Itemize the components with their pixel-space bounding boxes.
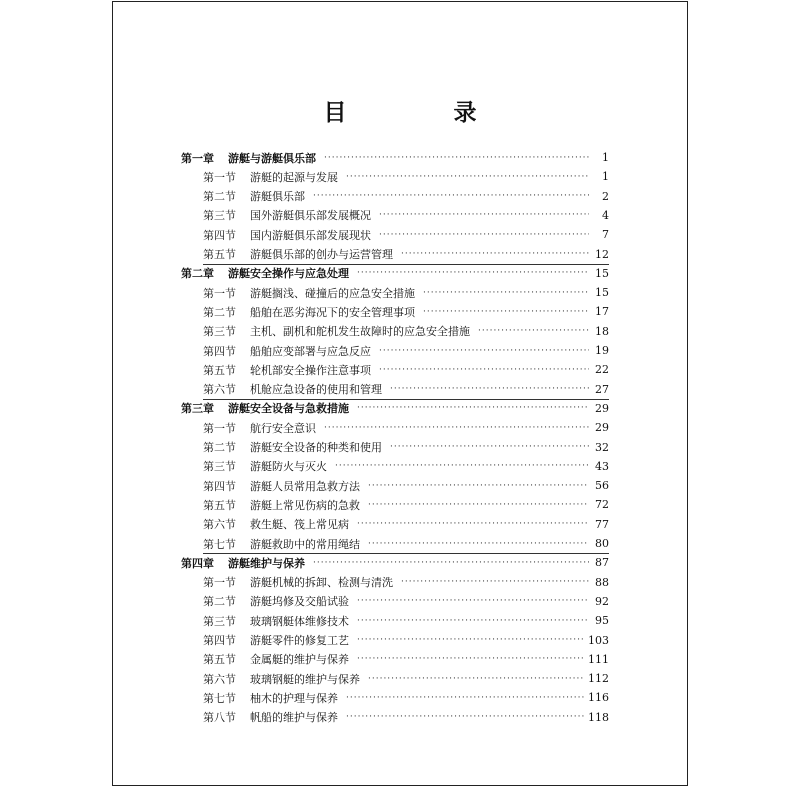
toc-section-row <box>203 688 609 707</box>
toc-entry-title: 船舶应变部署与应急反应 <box>250 344 371 358</box>
toc-entry-label: 第一节 <box>203 421 236 435</box>
toc-entry-title: 游艇的起源与发展 <box>250 170 338 184</box>
toc-entry-label: 第五节 <box>203 653 236 667</box>
toc-page-number: 22 <box>595 363 609 377</box>
toc-page-number: 56 <box>595 479 609 493</box>
toc-section-row <box>203 206 609 225</box>
toc-page-number: 15 <box>595 286 609 300</box>
toc-leader-dots <box>357 654 584 664</box>
toc-section-row <box>203 611 609 630</box>
toc-page-number: 112 <box>588 672 609 686</box>
toc-page-number: 29 <box>595 401 609 415</box>
toc-entry-title: 游艇上常见伤病的急救 <box>250 498 360 512</box>
toc-section-row <box>203 380 609 400</box>
toc-entry-title: 救生艇、筏上常见病 <box>250 518 349 532</box>
toc-leader-dots <box>368 539 589 549</box>
toc-leader-dots <box>357 616 589 626</box>
toc-entry-title: 游艇零件的修复工艺 <box>250 634 349 647</box>
toc-section-row <box>203 438 609 457</box>
toc-section-row <box>203 322 609 341</box>
toc-page-number: 17 <box>595 305 609 319</box>
toc-page-number: 118 <box>588 710 609 724</box>
toc-entry-title: 游艇搁浅、碰撞后的应急安全措施 <box>250 286 415 300</box>
toc-entry-title: 游艇机械的拆卸、检测与清洗 <box>250 576 393 590</box>
toc-page-number: 116 <box>588 691 609 705</box>
toc-entry-label: 第二节 <box>203 441 236 454</box>
toc-section-row <box>203 534 609 554</box>
toc-entry-label: 第一章 <box>181 151 214 165</box>
toc-section-row <box>203 341 609 360</box>
toc-entry-label: 第六节 <box>203 383 236 397</box>
toc-leader-dots <box>357 403 589 413</box>
toc-section-row <box>203 302 609 321</box>
toc-page-number: 1 <box>602 170 609 184</box>
toc-entry-title: 游艇安全设备的种类和使用 <box>250 441 382 454</box>
toc-page-number: 43 <box>595 459 609 473</box>
toc-leader-dots <box>379 230 589 240</box>
toc-entry-title: 游艇维护与保养 <box>228 556 305 570</box>
toc-section-row <box>203 457 609 476</box>
toc-leader-dots <box>478 326 589 336</box>
toc-page-number: 19 <box>595 344 609 357</box>
toc-section-row <box>203 418 609 437</box>
toc-entry-label: 第三节 <box>203 209 236 223</box>
toc-page-number: 77 <box>595 517 609 531</box>
toc-page-number: 95 <box>595 614 609 628</box>
toc-entry-title: 柚木的护理与保养 <box>250 691 338 705</box>
toc-entry-label: 第二章 <box>181 267 214 281</box>
toc-entry-label: 第二节 <box>203 305 236 319</box>
toc-page-number: 4 <box>602 208 609 222</box>
toc-entry-title: 国外游艇俱乐部发展概况 <box>250 209 371 223</box>
toc-section-row <box>203 650 609 669</box>
toc-section-row <box>203 669 609 688</box>
toc-page-number: 7 <box>602 228 609 242</box>
toc-entry-title: 机舱应急设备的使用和管理 <box>250 383 382 397</box>
toc-section-row <box>203 515 609 534</box>
toc-entry-label: 第七节 <box>203 691 236 705</box>
toc-page-number: 15 <box>595 266 609 280</box>
toc-section-row <box>203 573 609 592</box>
toc-section-row <box>203 476 609 495</box>
toc-chapter-row <box>181 399 609 418</box>
toc-leader-dots <box>379 365 589 375</box>
toc-page-number: 12 <box>595 247 609 261</box>
toc-leader-dots <box>379 210 589 220</box>
toc-section-row <box>203 225 609 244</box>
toc-leader-dots <box>346 712 584 722</box>
book-page <box>112 1 688 786</box>
toc-entry-title: 游艇安全操作与应急处理 <box>228 267 349 281</box>
toc-entry-label: 第三节 <box>203 460 236 474</box>
page-title: 目 录 <box>323 99 519 126</box>
toc-leader-dots <box>357 519 589 529</box>
toc-entry-title: 游艇人员常用急救方法 <box>250 479 360 493</box>
toc-entry-label: 第四节 <box>203 228 236 242</box>
toc-entry-label: 第五节 <box>203 363 236 377</box>
toc-entry-title: 游艇安全设备与急救措施 <box>228 402 349 416</box>
toc-section-row <box>203 360 609 379</box>
toc-entry-label: 第五节 <box>203 248 236 261</box>
toc-entry-label: 第三节 <box>203 325 236 339</box>
toc-section-row <box>203 708 609 727</box>
toc-leader-dots <box>313 558 589 568</box>
toc-leader-dots <box>401 577 589 587</box>
toc-leader-dots <box>423 307 589 317</box>
toc-entry-label: 第四节 <box>203 479 236 493</box>
toc-entry-title: 玻璃钢艇体维修技术 <box>250 614 349 628</box>
toc-section-row <box>203 631 609 650</box>
toc-page-number: 80 <box>595 537 609 550</box>
toc-leader-dots <box>368 481 589 491</box>
toc-entry-title: 游艇俱乐部的创办与运营管理 <box>250 248 393 261</box>
toc-entry-title: 金属艇的维护与保养 <box>250 653 349 667</box>
toc-leader-dots <box>401 249 589 259</box>
toc-entry-title: 国内游艇俱乐部发展现状 <box>250 228 371 242</box>
toc-leader-dots <box>368 500 589 510</box>
toc-leader-dots <box>423 288 589 298</box>
toc-entry-title: 玻璃钢艇的维护与保养 <box>250 672 360 686</box>
toc-chapter-row <box>181 264 609 283</box>
toc-leader-dots <box>324 423 589 433</box>
toc-entry-title: 航行安全意识 <box>250 421 316 435</box>
toc-entry-title: 帆船的维护与保养 <box>250 711 338 725</box>
toc-page-number: 29 <box>595 421 609 435</box>
toc-leader-dots <box>357 635 584 645</box>
toc-page-number: 111 <box>588 652 609 666</box>
toc-page-number: 103 <box>588 633 609 647</box>
toc-section-row <box>203 245 609 265</box>
toc-entry-label: 第六节 <box>203 672 236 686</box>
toc-entry-label: 第一节 <box>203 576 236 590</box>
toc-entry-label: 第二节 <box>203 190 236 204</box>
toc-page-number: 18 <box>595 324 609 338</box>
toc-entry-label: 第二节 <box>203 595 236 609</box>
toc-page-number: 88 <box>595 575 609 589</box>
toc-section-row <box>203 495 609 514</box>
toc-leader-dots <box>390 384 589 394</box>
toc-entry-title: 主机、副机和舵机发生故障时的应急安全措施 <box>250 325 470 339</box>
toc-page-number: 87 <box>595 556 609 570</box>
toc-entry-label: 第八节 <box>203 711 236 725</box>
toc-page-number: 72 <box>595 498 609 512</box>
toc-entry-label: 第四节 <box>203 344 236 358</box>
toc-entry-title: 游艇坞修及交船试验 <box>250 595 349 609</box>
toc-entry-label: 第三节 <box>203 614 236 628</box>
toc-entry-title: 轮机部安全操作注意事项 <box>250 363 371 377</box>
toc-leader-dots <box>346 693 584 703</box>
toc-page-number: 27 <box>595 382 609 396</box>
toc-leader-dots <box>313 191 589 201</box>
toc-page-number: 92 <box>595 594 609 608</box>
toc-leader-dots <box>346 172 589 182</box>
toc-entry-label: 第四章 <box>181 556 214 570</box>
toc-entry-label: 第一节 <box>203 170 236 184</box>
toc-entry-label: 第六节 <box>203 518 236 532</box>
toc-leader-dots <box>357 268 589 278</box>
toc-entry-title: 游艇俱乐部 <box>250 190 305 204</box>
toc-entry-title: 游艇救助中的常用绳结 <box>250 537 360 551</box>
toc-entry-label: 第七节 <box>203 537 236 551</box>
toc-entry-label: 第一节 <box>203 286 236 300</box>
toc-entry-label: 第五节 <box>203 498 236 512</box>
toc-section-row <box>203 187 609 206</box>
toc-leader-dots <box>357 596 589 606</box>
toc-page-number: 2 <box>602 189 609 203</box>
toc-entry-title: 游艇防火与灭火 <box>250 460 327 474</box>
toc-entry-title: 船舶在恶劣海况下的安全管理事项 <box>250 305 415 319</box>
toc-chapter-row <box>181 148 609 167</box>
toc-page-number: 32 <box>595 440 609 454</box>
toc-section-row <box>203 283 609 302</box>
toc-leader-dots <box>379 346 589 356</box>
toc-page-number: 1 <box>602 151 609 164</box>
toc-leader-dots <box>324 153 589 163</box>
toc-leader-dots <box>335 461 589 471</box>
toc-leader-dots <box>368 674 584 684</box>
toc-section-row <box>203 592 609 611</box>
toc-entry-label: 第三章 <box>181 402 214 416</box>
toc-entry-title: 游艇与游艇俱乐部 <box>228 151 316 165</box>
toc-chapter-row <box>181 553 609 572</box>
toc-entry-label: 第四节 <box>203 634 236 647</box>
toc-leader-dots <box>390 442 589 452</box>
toc-section-row <box>203 167 609 186</box>
